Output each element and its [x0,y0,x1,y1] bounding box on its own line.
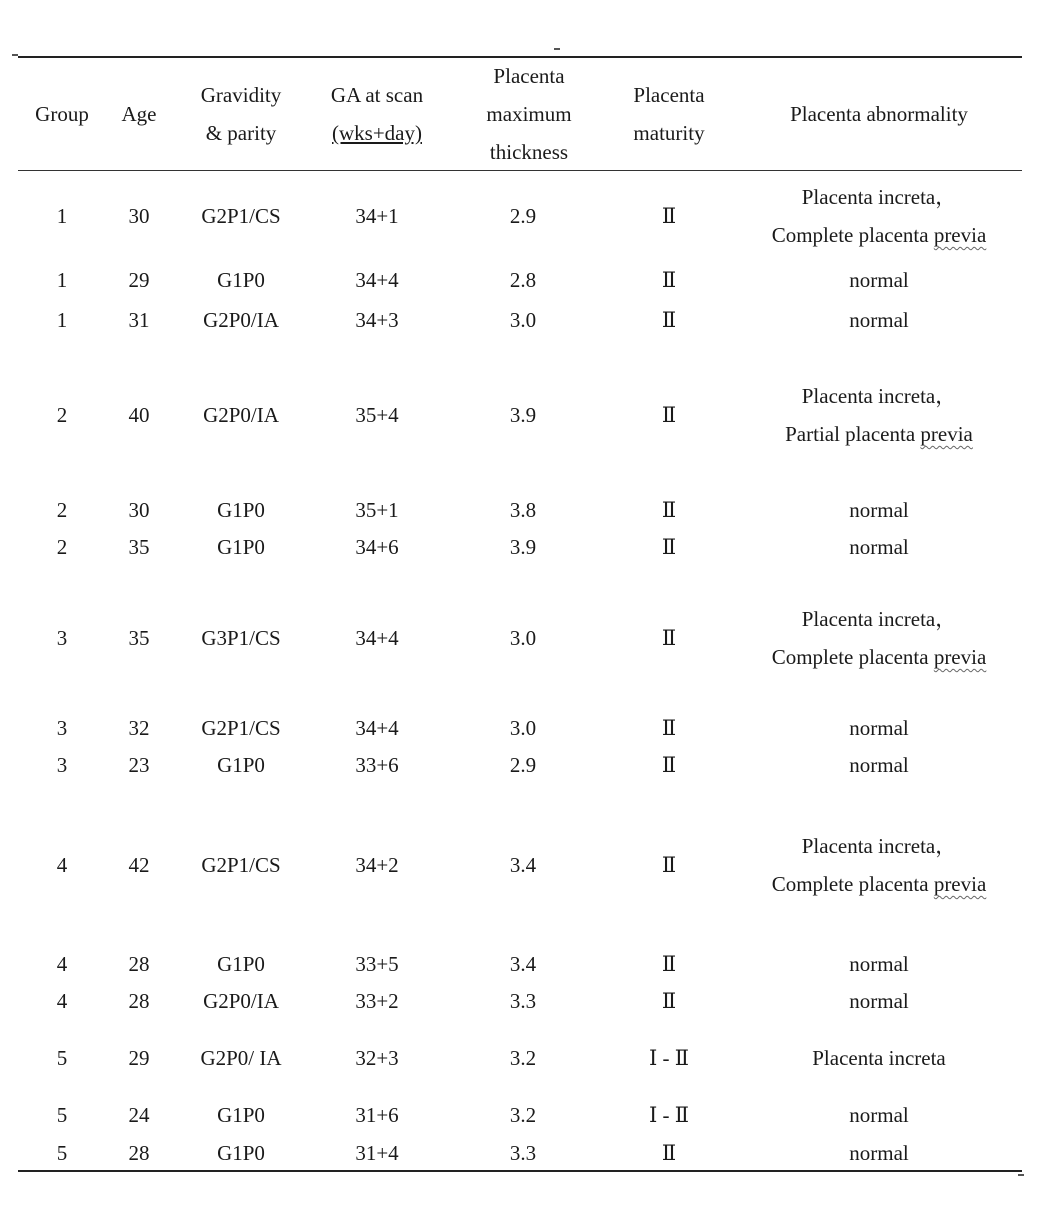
header-line: Placenta [493,64,565,88]
header-line: (wks+day) [332,121,422,145]
abnormality-text-flagged: previa [933,223,987,247]
cell-maturity: Ⅱ [661,853,677,877]
abnormality-line: Placenta increta， [801,607,957,631]
cell-gravidity-parity: G1P0 [217,498,265,522]
cell-abnormality [849,261,908,299]
cell-abnormality [849,528,908,566]
abnormality-text-flagged: previa [920,422,973,446]
cell-group: 4 [56,853,68,877]
abnormality-line [772,216,987,254]
header-line: & parity [205,121,277,145]
cell-maturity: Ⅱ [661,535,677,559]
cell-ga-at-scan: 33+6 [355,753,399,777]
cell-abnormality [849,945,908,983]
cell-group: 1 [56,204,68,228]
abnormality-text: Complete placenta [771,645,934,669]
cell-ga-at-scan: 34+4 [355,268,399,292]
abnormality-text-flagged: previa [933,645,987,669]
cell-gravidity-parity: G2P0/IA [203,308,279,332]
cell-ga-at-scan: 33+5 [355,952,399,976]
cell-maturity: Ⅱ [661,1141,677,1165]
cell-age: 32 [128,716,150,740]
corner-mark [12,54,18,56]
cell-group: 2 [56,535,68,559]
cell-gravidity-parity: G2P0/IA [203,989,279,1013]
cell-abnormality [772,178,987,254]
abnormality-line: normal [849,716,909,740]
cell-age: 29 [128,1046,150,1070]
cell-maturity: Ⅱ [661,308,677,332]
header-gravidity-parity [201,76,281,152]
header-line: Group [35,102,89,126]
cell-thickness: 3.3 [509,1141,537,1165]
abnormality-line: normal [849,308,909,332]
cell-thickness: 2.9 [509,753,537,777]
cell-ga-at-scan: 34+6 [355,535,399,559]
abnormality-line: normal [849,268,909,292]
header-group [35,95,89,133]
cell-maturity: Ⅱ [661,403,677,427]
cell-thickness: 3.8 [509,498,537,522]
header-line: maximum [486,102,572,126]
cell-maturity: Ⅱ [661,268,677,292]
cell-ga-at-scan: 33+2 [355,989,399,1013]
cell-maturity: Ⅱ [661,626,677,650]
cell-thickness: 3.2 [509,1046,537,1070]
cell-age: 28 [128,989,150,1013]
cell-age: 28 [128,952,150,976]
cell-group: 5 [56,1103,68,1127]
cell-maturity: Ⅱ [661,204,677,228]
corner-mark [554,48,560,50]
cell-thickness: 3.9 [509,535,537,559]
cell-age: 28 [128,1141,150,1165]
header-line: Placenta abnormality [790,102,968,126]
cell-abnormality [849,301,908,339]
cell-age: 35 [128,535,150,559]
abnormality-line: Placenta increta， [801,834,957,858]
cell-group: 5 [56,1046,68,1070]
cell-ga-at-scan: 32+3 [355,1046,399,1070]
cell-maturity: Ⅱ [661,753,677,777]
cell-ga-at-scan: 34+1 [355,204,399,228]
cell-maturity: Ⅱ [661,498,677,522]
header-ga-at-scan [331,76,423,152]
cell-ga-at-scan: 31+6 [355,1103,399,1127]
abnormality-line [772,865,987,903]
abnormality-line: Placenta increta， [801,185,957,209]
cell-group: 1 [56,308,68,332]
cell-gravidity-parity: G1P0 [217,1141,265,1165]
cell-group: 3 [56,716,68,740]
abnormality-line: normal [849,753,909,777]
abnormality-text-flagged: previa [933,872,987,896]
cell-group: 1 [56,268,68,292]
abnormality-line [785,415,973,453]
cell-thickness: 3.9 [509,403,537,427]
cell-group: 3 [56,753,68,777]
abnormality-line: normal [849,989,909,1013]
cell-gravidity-parity: G2P1/CS [201,716,281,740]
cell-age: 42 [128,853,150,877]
cell-gravidity-parity: G1P0 [217,535,265,559]
cell-group: 4 [56,952,68,976]
cell-thickness: 3.0 [509,308,537,332]
cell-gravidity-parity: G2P0/ IA [200,1046,282,1070]
cell-group: 4 [56,989,68,1013]
cell-abnormality [785,377,973,453]
cell-thickness: 3.4 [509,952,537,976]
cell-abnormality [849,491,908,529]
cell-thickness: 3.2 [509,1103,537,1127]
cell-ga-at-scan: 34+2 [355,853,399,877]
header-line: Age [121,102,157,126]
cell-thickness: 3.0 [509,626,537,650]
cell-gravidity-parity: G2P0/IA [203,403,279,427]
cell-thickness: 3.0 [509,716,537,740]
header-line: maturity [633,121,705,145]
cell-ga-at-scan: 34+4 [355,626,399,650]
cell-age: 35 [128,626,150,650]
cell-group: 2 [56,498,68,522]
cell-age: 24 [128,1103,150,1127]
cell-gravidity-parity: G1P0 [217,952,265,976]
cell-abnormality [772,827,987,903]
header-line: Placenta [633,83,705,107]
header-line: GA at scan [330,83,424,107]
cell-gravidity-parity: G2P1/CS [201,853,281,877]
cell-maturity: Ⅰ - Ⅱ [648,1046,690,1070]
abnormality-line: Placenta increta [812,1046,946,1070]
cell-ga-at-scan: 34+3 [355,308,399,332]
cell-maturity: Ⅱ [661,716,677,740]
cell-gravidity-parity: G1P0 [217,268,265,292]
cell-maturity: Ⅰ - Ⅱ [648,1103,690,1127]
abnormality-line: normal [849,1141,909,1165]
abnormality-line: normal [849,535,909,559]
header-placenta-abnormality [790,95,968,133]
cell-maturity: Ⅱ [661,952,677,976]
cell-maturity: Ⅱ [661,989,677,1013]
cell-thickness: 3.4 [509,853,537,877]
abnormality-text: Complete placenta [771,223,934,247]
abnormality-text: Partial placenta [785,422,921,446]
cell-abnormality [849,1096,908,1134]
cell-ga-at-scan: 31+4 [355,1141,399,1165]
cell-group: 3 [56,626,68,650]
cell-age: 30 [128,204,150,228]
cell-gravidity-parity: G3P1/CS [201,626,281,650]
cell-gravidity-parity: G2P1/CS [201,204,281,228]
cell-abnormality [812,1039,946,1077]
abnormality-line: normal [849,498,909,522]
cell-age: 30 [128,498,150,522]
cell-abnormality [849,1134,908,1172]
cell-age: 23 [128,753,150,777]
abnormality-line [772,638,987,676]
header-placenta-maturity [633,76,704,152]
abnormality-line: Placenta increta， [801,384,957,408]
header-placenta-thickness [486,57,571,171]
cell-age: 31 [128,308,150,332]
header-line: Gravidity [200,83,282,107]
cell-gravidity-parity: G1P0 [217,1103,265,1127]
cell-gravidity-parity: G1P0 [217,753,265,777]
cell-ga-at-scan: 34+4 [355,716,399,740]
cell-abnormality [772,600,987,676]
cell-thickness: 2.8 [509,268,537,292]
cell-group: 5 [56,1141,68,1165]
abnormality-line: normal [849,1103,909,1127]
cell-group: 2 [56,403,68,427]
cell-ga-at-scan: 35+4 [355,403,399,427]
cell-age: 40 [128,403,150,427]
cell-thickness: 3.3 [509,989,537,1013]
cell-age: 29 [128,268,150,292]
cell-abnormality [849,746,908,784]
cell-abnormality [849,982,908,1020]
header-line: thickness [489,140,569,164]
cell-ga-at-scan: 35+1 [355,498,399,522]
cell-thickness: 2.9 [509,204,537,228]
header-age [122,95,157,133]
cell-abnormality [849,709,908,747]
abnormality-line: normal [849,952,909,976]
corner-mark [1018,1174,1024,1176]
abnormality-text: Complete placenta [771,872,934,896]
